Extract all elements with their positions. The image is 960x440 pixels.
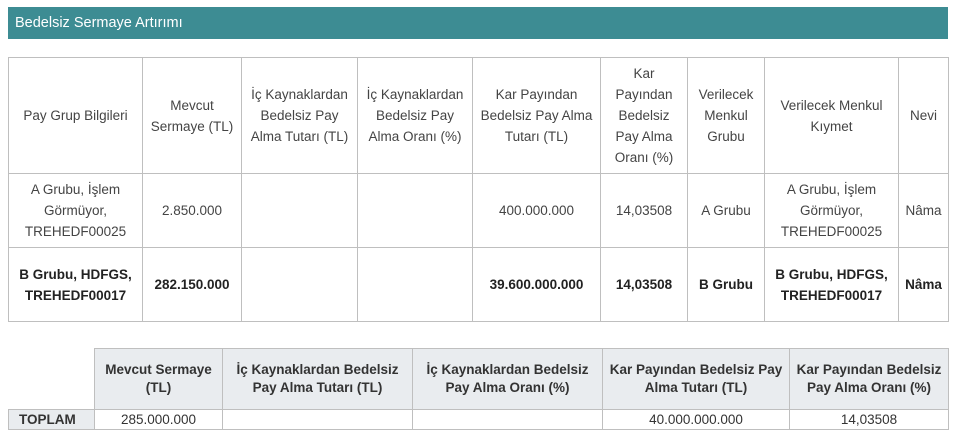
capital-increase-summary-table bbox=[8, 348, 949, 430]
table-cell: B Grubu bbox=[688, 248, 765, 322]
table-cell: 2.850.000 bbox=[143, 174, 242, 248]
table-cell: 14,03508 bbox=[601, 174, 688, 248]
column-header: Verilecek Menkul Grubu bbox=[688, 58, 765, 174]
column-header: Pay Grup Bilgileri bbox=[9, 58, 143, 174]
table-header-row bbox=[9, 58, 949, 174]
table-row bbox=[9, 174, 949, 248]
table-cell: 40.000.000.000 bbox=[603, 410, 790, 430]
column-header: Nevi bbox=[899, 58, 949, 174]
column-header: İç Kaynaklardan Bedelsiz Pay Alma Oranı (%) bbox=[413, 349, 603, 410]
table-cell bbox=[358, 174, 473, 248]
table-cell: A Grubu, İşlem Görmüyor, TREHEDF00025 bbox=[9, 174, 143, 248]
table-cell: 282.150.000 bbox=[143, 248, 242, 322]
table-cell bbox=[413, 410, 603, 430]
empty-corner-cell bbox=[9, 349, 95, 410]
table-cell: 285.000.000 bbox=[95, 410, 223, 430]
table-cell: 400.000.000 bbox=[473, 174, 601, 248]
table-cell bbox=[242, 248, 358, 322]
column-header: Mevcut Sermaye (TL) bbox=[143, 58, 242, 174]
table-cell: Nâma bbox=[899, 248, 949, 322]
table-cell: B Grubu, HDFGS, TREHEDF00017 bbox=[9, 248, 143, 322]
column-header: Kar Payından Bedelsiz Pay Alma Tutarı (TL) bbox=[473, 58, 601, 174]
table-cell: A Grubu bbox=[688, 174, 765, 248]
table-header-row bbox=[9, 349, 949, 410]
column-header: Kar Payından Bedelsiz Pay Alma Oranı (%) bbox=[601, 58, 688, 174]
column-header: İç Kaynaklardan Bedelsiz Pay Alma Oranı (%) bbox=[358, 58, 473, 174]
capital-increase-detail-table bbox=[8, 57, 949, 322]
table-cell: 14,03508 bbox=[790, 410, 949, 430]
page-title: Bedelsiz Sermaye Artırımı bbox=[8, 7, 948, 39]
column-header: İç Kaynaklardan Bedelsiz Pay Alma Tutarı (TL) bbox=[242, 58, 358, 174]
table-cell: A Grubu, İşlem Görmüyor, TREHEDF00025 bbox=[765, 174, 899, 248]
table-cell bbox=[358, 248, 473, 322]
table-cell: 14,03508 bbox=[601, 248, 688, 322]
column-header: Kar Payından Bedelsiz Pay Alma Oranı (%) bbox=[790, 349, 949, 410]
column-header: İç Kaynaklardan Bedelsiz Pay Alma Tutarı (TL) bbox=[223, 349, 413, 410]
column-header: Kar Payından Bedelsiz Pay Alma Tutarı (TL) bbox=[603, 349, 790, 410]
column-header: Verilecek Menkul Kıymet bbox=[765, 58, 899, 174]
table-cell: 39.600.000.000 bbox=[473, 248, 601, 322]
column-header: Mevcut Sermaye (TL) bbox=[95, 349, 223, 410]
table-cell bbox=[242, 174, 358, 248]
table-cell bbox=[223, 410, 413, 430]
table-cell: B Grubu, HDFGS, TREHEDF00017 bbox=[765, 248, 899, 322]
table-cell: Nâma bbox=[899, 174, 949, 248]
total-row bbox=[9, 410, 949, 430]
total-label: TOPLAM bbox=[9, 410, 95, 430]
table-row bbox=[9, 248, 949, 322]
